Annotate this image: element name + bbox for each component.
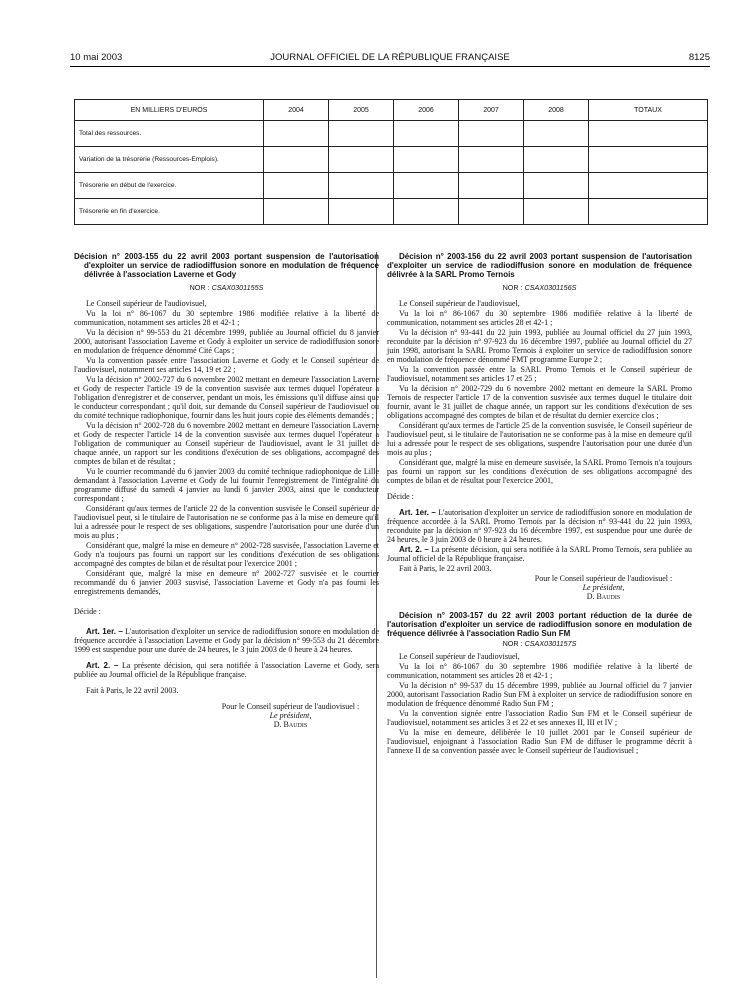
table-header-cell: 2008: [524, 100, 589, 121]
article-2: [387, 545, 692, 563]
article-text: L'autorisation d'exploiter un service de radiodiffusion sonore en modulation de fréquence accordée à l'association Laverne et Gody par la décision n° 99-553 du 21 décembre 1999 est suspendue pour une durée de 24 heures, le 3 juin 2003 de 0 heure à 24 heures.: [74, 627, 380, 654]
table-cell: [264, 199, 329, 225]
table-header-cell: 2006: [394, 100, 459, 121]
nor-code: CSAX0301157S: [524, 639, 577, 648]
header-rule: [70, 66, 710, 67]
article-label: Art. 2. –: [86, 661, 119, 670]
table-row: [75, 147, 708, 173]
paragraph: Vu la convention passée entre l'association Laverne et Gody et le Conseil supérieur de l'audiovisuel, notamment ses articles 14, 19 et 22 ;: [74, 356, 379, 374]
signature-title: Le président,: [582, 583, 625, 592]
nor-label: NOR :: [502, 639, 523, 648]
article-text: La présente décision, qui sera notifiée à la SARL Promo Ternois, sera publiée au Journal officiel de la République française.: [387, 545, 693, 563]
decision-title: Décision n° 2003-155 du 22 avril 2003 portant suspension de l'autorisation d'exploiter un service de radiodiffusion sonore en modulation de fréquence délivrée à l'association Laverne et Gody: [74, 252, 379, 279]
done-at: Fait à Paris, le 22 avril 2003.: [86, 686, 179, 695]
paragraph: Vu la décision n° 2002-727 du 6 novembre 2002 mettant en demeure l'association Laverne et Gody de respecter l'article 19 de la convention susvisée aux termes duquel l'opérateur a l'obligation d'enregistrer et de conserver, pendant un mois, les émissions qu'il diffuse ainsi que le conducteur correspondant ; qu'il doit, sur demande du Conseil supérieur de l'audiovisuel ou du comité technique radiophonique, fournir dans les huit jours copie des éléments demandés ;: [74, 375, 379, 420]
nor-reference: [74, 283, 379, 292]
paragraph: Vu la loi n° 86-1067 du 30 septembre 1986 modifiée relative à la liberté de communication, notamment ses articles 28 et 42-1 ;: [74, 309, 379, 327]
signature-block: [202, 702, 379, 729]
table-cell: [394, 199, 459, 225]
paragraph: Vu la convention passée entre la SARL Promo Ternois et le Conseil supérieur de l'audiovisuel, notamment ses articles 17 et 25 ;: [387, 365, 692, 383]
table-row-label: Trésorerie en fin d'exercice.: [75, 199, 264, 225]
header-journal-title: JOURNAL OFFICIEL DE LA RÉPUBLIQUE FRANÇAISE: [270, 52, 510, 63]
nor-label: NOR :: [189, 283, 210, 292]
article-label: Art. 1er. –: [86, 627, 123, 636]
table-header-cell: 2004: [264, 100, 329, 121]
table-row: [75, 173, 708, 199]
paragraph: Vu la décision n° 99-553 du 21 décembre 1999, publiée au Journal officiel du 8 janvier 2000, autorisant l'association Laverne et Gody à exploiter un service de radiodiffusion sonore en modulation de fréquence dénommé Cité Caps ;: [74, 328, 379, 355]
paragraph: Vu la décision n° 2002-729 du 6 novembre 2002 mettant en demeure la SARL Promo Ternois de respecter l'article 17 de la convention susvisée aux termes duquel le titulaire doit fournir, avant le 31 juillet de chaque année, un rapport sur les conditions d'exécution de ses obligations accompagné des comptes de bilan et de résultat du dernier exercice clos ;: [387, 384, 692, 420]
article-label: Art. 2. –: [399, 545, 429, 554]
signature-block: [515, 574, 692, 601]
page-header: [70, 52, 710, 64]
table-cell: [264, 147, 329, 173]
article-text: L'autorisation d'exploiter un service de radiodiffusion sonore en modulation de fréquence accordée à la SARL Promo Ternois par la décision n° 93-441 du 22 juin 1993, reconduite par la décision n° 97-923 du 16 décembre 1997, est suspendue pour une durée de 24 heures, le 3 juin 2003 de 0 heure à 24 heures.: [387, 508, 693, 544]
right-column: [387, 252, 692, 756]
paragraph: Le Conseil supérieur de l'audiovisuel,: [399, 299, 520, 308]
article-2: [74, 661, 379, 679]
table-cell: [524, 147, 589, 173]
nor-code: CSAX0301156S: [524, 283, 577, 292]
table-cell: [459, 173, 524, 199]
signature-name: D. Baudis: [586, 592, 621, 601]
financial-table: [74, 99, 708, 225]
paragraph: Le Conseil supérieur de l'audiovisuel,: [399, 652, 520, 661]
table-header-cell: TOTAUX: [589, 100, 708, 121]
decide-heading: Décide :: [74, 607, 101, 616]
table-cell: [329, 199, 394, 225]
paragraph: Considérant qu'aux termes de l'article 22 de la convention susvisée le Conseil supérieur de l'audiovisuel peut, si le titulaire de l'autorisation ne se conforme pas à la mise en demeure qu'il lui a adressée pour le respect de ses obligations, suspendre l'autorisation pour une durée d'un mois au plus ;: [74, 504, 379, 540]
signature-line: Pour le Conseil supérieur de l'audiovisuel :: [221, 702, 360, 711]
table-header-cell: EN MILLIERS D'EUROS: [75, 100, 264, 121]
table-header-cell: 2005: [329, 100, 394, 121]
done-at: Fait à Paris, le 22 avril 2003.: [399, 564, 492, 573]
paragraph: Vu la décision n° 93-441 du 22 juin 1993, publiée au Journal officiel du 27 juin 1993, reconduite par la décision n° 97-923 du 16 décembre 1997, publiée au Journal officiel du 27 juin 1998, autorisant la SARL Promo Ternois à exploiter un service de radiodiffusion sonore en modulation de fréquence dénommé FMT programme Europe 2 ;: [387, 328, 692, 364]
table-row: [75, 199, 708, 225]
table-cell: [524, 199, 589, 225]
signature-name: D. Baudis: [273, 720, 308, 729]
table-cell: [589, 121, 708, 147]
decision-title: Décision n° 2003-157 du 22 avril 2003 portant réduction de la durée de l'autorisation d'exploiter un service de radiodiffusion sonore en modulation de fréquence délivrée à l'association Radio Sun FM: [387, 611, 692, 638]
table-cell: [394, 173, 459, 199]
paragraph: Considérant que, malgré la mise en demeure susvisée, la SARL Promo Ternois n'a toujours pas fourni un rapport sur les conditions d'exécution de ses obligations accompagné des comptes de bilan et de résultat pour l'exercice 2001,: [387, 458, 692, 485]
table-cell: [524, 173, 589, 199]
table-row-label: Trésorerie en début de l'exercice.: [75, 173, 264, 199]
table-header-cell: 2007: [459, 100, 524, 121]
nor-label: NOR :: [502, 283, 523, 292]
table-row-label: Variation de la trésorerie (Ressources-Emplois).: [75, 147, 264, 173]
article-1: [74, 627, 379, 654]
table-cell: [264, 173, 329, 199]
table-row-label: Total des ressources.: [75, 121, 264, 147]
paragraph: Vu la mise en demeure, délibérée le 10 juillet 2001 par le Conseil supérieur de l'audiovisuel, enjoignant à l'association Radio Sun FM de diffuser le programme décrit à l'annexe II de sa convention passée avec le Conseil supérieur de l'audiovisuel ;: [387, 728, 692, 755]
table-cell: [329, 147, 394, 173]
article-text: La présente décision, qui sera notifiée à l'association Laverne et Gody, sera publiée au Journal officiel de la République française.: [74, 661, 380, 679]
nor-code: CSAX0301155S: [211, 283, 264, 292]
table-cell: [459, 147, 524, 173]
table-cell: [459, 121, 524, 147]
table-cell: [329, 173, 394, 199]
paragraph: Le Conseil supérieur de l'audiovisuel,: [86, 299, 207, 308]
table-cell: [394, 147, 459, 173]
paragraph: Vu la décision n° 2002-728 du 6 novembre 2002 mettant en demeure l'association Laverne et Gody de respecter l'article 14 de la convention susvisée aux termes duquel l'opérateur a l'obligation de communiquer au Conseil supérieur de l'audiovisuel, avant le 31 juillet de chaque année, un rapport sur les conditions d'exécution de ses obligations, accompagné des comptes de bilan et de résultat ;: [74, 421, 379, 466]
paragraph: Vu la convention signée entre l'association Radio Sun FM et le Conseil supérieur de l'audiovisuel, notamment ses articles 3 et 22 et ses annexes II, III et IV ;: [387, 709, 692, 727]
decision-title: Décision n° 2003-156 du 22 avril 2003 portant suspension de l'autorisation d'exploiter un service de radiodiffusion sonore en modulation de fréquence délivrée à la SARL Promo Ternois: [387, 252, 692, 279]
article-1: [387, 508, 692, 544]
decide-heading: Décide :: [387, 492, 414, 501]
signature-title: Le président,: [269, 711, 312, 720]
table-cell: [459, 199, 524, 225]
article-label: Art. 1er. –: [399, 508, 436, 517]
table-cell: [394, 121, 459, 147]
table-cell: [589, 173, 708, 199]
paragraph: Considérant qu'aux termes de l'article 25 de la convention susvisée, le Conseil supérieur de l'audiovisuel peut, si le titulaire de l'autorisation ne se conforme pas à la mise en demeure qu'il lui a adressée pour le respect de ses obligations, suspendre l'autorisation pour une durée d'un mois au plus ;: [387, 421, 692, 457]
paragraph: Vu la loi n° 86-1067 du 30 septembre 1986 modifiée relative à la liberté de communication, notamment ses articles 28 et 42-1 ;: [387, 662, 692, 680]
table-cell: [264, 121, 329, 147]
header-page-number: 8125: [688, 52, 710, 63]
paragraph: Considérant que, malgré la mise en demeure n° 2002-728 susvisée, l'association Laverne et Gody n'a toujours pas fourni un rapport sur les conditions d'exécution de ses obligations accompagné des comptes de bilan et de résultat pour l'exercice 2001 ;: [74, 541, 379, 568]
nor-reference: [387, 283, 692, 292]
decision-157: [387, 611, 692, 755]
header-date: 10 mai 2003: [70, 52, 123, 63]
table-row: [75, 121, 708, 147]
table-header-row: [75, 100, 708, 121]
nor-reference: [387, 639, 692, 648]
paragraph: Considérant que, malgré la mise en demeure n° 2002-727 susvisée et le courrier recommandé du 6 janvier 2003 susvisé, l'association Laverne et Gody n'a pas fourni les enregistrements demandés,: [74, 569, 379, 596]
signature-line: Pour le Conseil supérieur de l'audiovisuel :: [534, 574, 673, 583]
paragraph: Vu la décision n° 99-537 du 15 décembre 1999, publiée au Journal officiel du 7 janvier 2000, autorisant l'association Radio Sun FM à exploiter un service de radiodiffusion sonore en modulation de fréquence dénommé Radio Sun FM ;: [387, 681, 692, 708]
paragraph: Vu la loi n° 86-1067 du 30 septembre 1986 modifiée relative à la liberté de communication, notamment ses articles 28 et 42-1 ;: [387, 309, 692, 327]
paragraph: Vu le courrier recommandé du 6 janvier 2003 du comité technique radiophonique de Lille demandant à l'association Laverne et Gody de lui fournir l'enregistrement de l'intégralité du programme diffusé du samedi 4 janvier au lundi 6 janvier 2003, ainsi que le conducteur correspondant ;: [74, 467, 379, 503]
decision-155: [74, 252, 379, 729]
table-cell: [524, 121, 589, 147]
table-cell: [329, 121, 394, 147]
table-cell: [589, 147, 708, 173]
decision-156: [387, 252, 692, 601]
table-cell: [589, 199, 708, 225]
